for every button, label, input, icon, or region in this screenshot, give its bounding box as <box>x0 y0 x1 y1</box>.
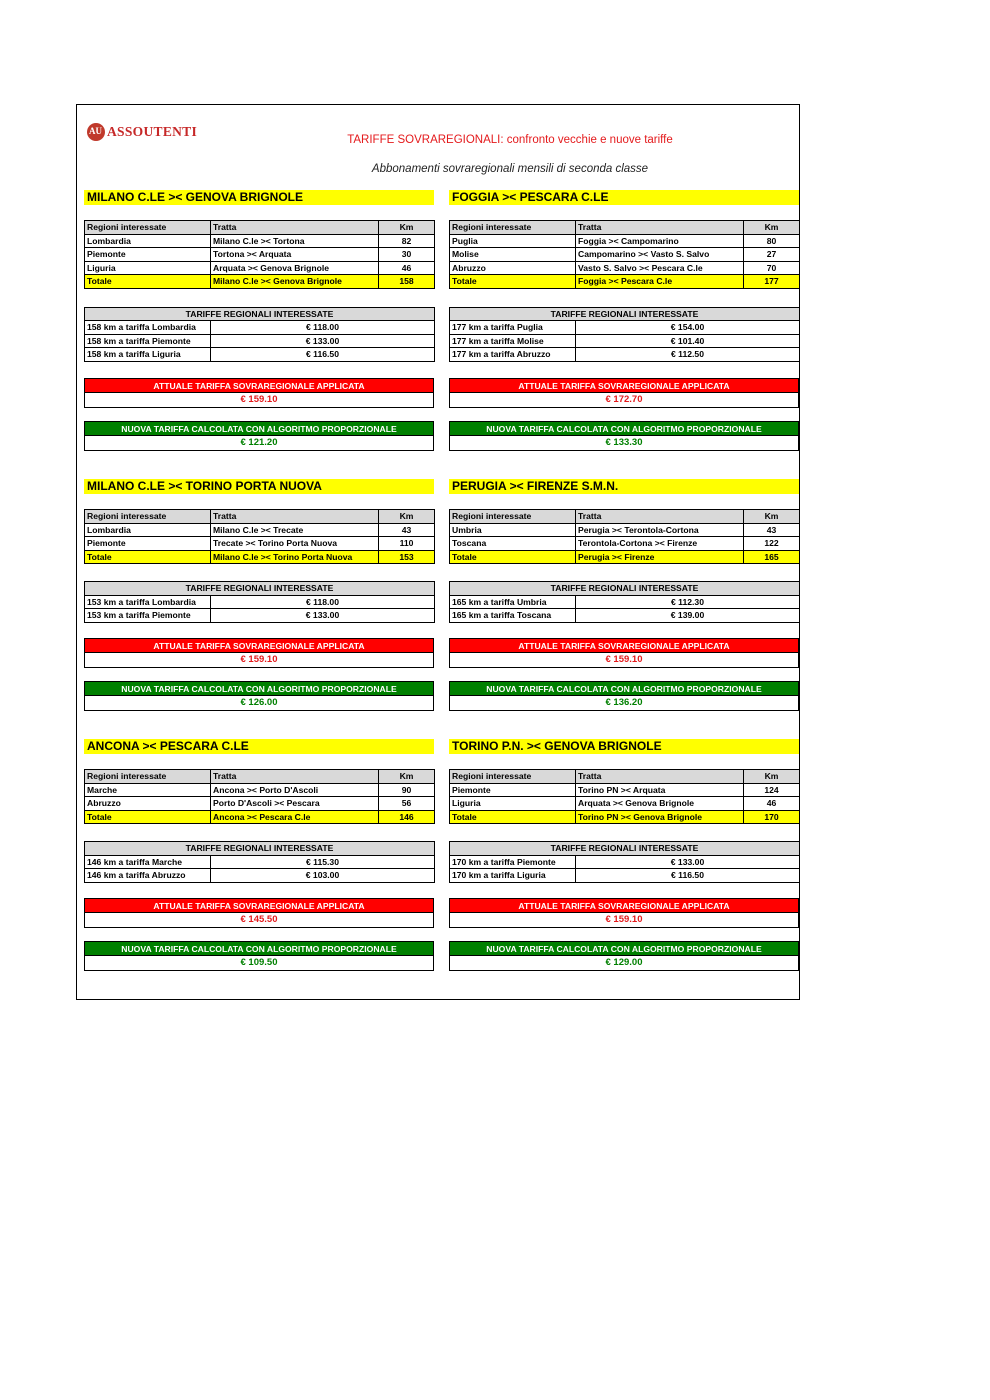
col-km-header: Km <box>744 770 800 784</box>
rate-value: € 103.00 <box>211 869 435 883</box>
new-tariff-label: NUOVA TARIFFA CALCOLATA CON ALGORITMO PROPORZIONALE <box>84 421 434 436</box>
km-cell: 90 <box>379 783 435 797</box>
current-tariff-value: € 159.10 <box>449 653 799 668</box>
route-cell: Perugia >< Terontola-Cortona <box>576 523 744 537</box>
new-tariff-value: € 126.00 <box>84 696 434 711</box>
table-row <box>450 523 800 537</box>
table-row <box>85 537 435 551</box>
region-cell: Piemonte <box>85 248 211 262</box>
km-cell: 124 <box>744 783 800 797</box>
rates-header <box>85 582 435 596</box>
new-tariff-box <box>449 681 799 711</box>
total-row <box>85 275 435 289</box>
region-cell: Marche <box>85 783 211 797</box>
col-route-header: Tratta <box>211 510 379 524</box>
total-route: Milano C.le >< Genova Brignole <box>211 275 379 289</box>
rate-value: € 133.00 <box>576 855 800 869</box>
route-cell: Torino PN >< Arquata <box>576 783 744 797</box>
region-cell: Abruzzo <box>85 797 211 811</box>
route-cell: Terontola-Cortona >< Firenze <box>576 537 744 551</box>
new-tariff-value: € 136.20 <box>449 696 799 711</box>
current-tariff-label: ATTUALE TARIFFA SOVRAREGIONALE APPLICATA <box>449 638 799 653</box>
total-route: Milano C.le >< Torino Porta Nuova <box>211 550 379 564</box>
route-cell: Tortona >< Arquata <box>211 248 379 262</box>
total-km: 158 <box>379 275 435 289</box>
km-cell: 46 <box>379 261 435 275</box>
rate-value: € 139.00 <box>576 609 800 623</box>
new-tariff-box <box>84 681 434 711</box>
region-cell: Piemonte <box>450 783 576 797</box>
current-tariff-label: ATTUALE TARIFFA SOVRAREGIONALE APPLICATA <box>449 898 799 913</box>
new-tariff-value: € 109.50 <box>84 956 434 971</box>
region-cell: Liguria <box>85 261 211 275</box>
total-row <box>85 550 435 564</box>
table-row <box>85 783 435 797</box>
col-route-header: Tratta <box>576 510 744 524</box>
rates-header-label: TARIFFE REGIONALI INTERESSATE <box>450 842 800 856</box>
table-row <box>85 797 435 811</box>
km-table <box>84 769 435 824</box>
rate-value: € 133.00 <box>211 334 435 348</box>
region-cell: Umbria <box>450 523 576 537</box>
km-table-header <box>85 510 435 524</box>
table-row <box>450 537 800 551</box>
rate-value: € 133.00 <box>211 609 435 623</box>
logo-icon: AU <box>87 123 105 141</box>
table-row <box>450 248 800 262</box>
regional-rates-table <box>84 581 435 623</box>
rate-label: 158 km a tariffa Lombardia <box>85 321 211 335</box>
regional-rates-table <box>449 841 800 883</box>
current-tariff-label: ATTUALE TARIFFA SOVRAREGIONALE APPLICATA <box>84 638 434 653</box>
km-table <box>449 509 800 564</box>
rates-header-label: TARIFFE REGIONALI INTERESSATE <box>85 842 435 856</box>
total-km: 170 <box>744 810 800 824</box>
regional-rates-table <box>449 581 800 623</box>
total-row <box>450 550 800 564</box>
rate-value: € 115.30 <box>211 855 435 869</box>
total-km: 153 <box>379 550 435 564</box>
assoutenti-logo <box>87 121 197 143</box>
region-cell: Abruzzo <box>450 261 576 275</box>
rate-label: 165 km a tariffa Toscana <box>450 609 576 623</box>
route-title: FOGGIA >< PESCARA C.LE <box>449 190 799 205</box>
region-cell: Molise <box>450 248 576 262</box>
current-tariff-label: ATTUALE TARIFFA SOVRAREGIONALE APPLICATA <box>84 378 434 393</box>
km-table-header <box>450 770 800 784</box>
rate-value: € 118.00 <box>211 595 435 609</box>
rate-row <box>85 609 435 623</box>
rate-value: € 116.50 <box>576 869 800 883</box>
current-tariff-value: € 172.70 <box>449 393 799 408</box>
current-tariff-value: € 159.10 <box>84 653 434 668</box>
route-cell: Trecate >< Torino Porta Nuova <box>211 537 379 551</box>
region-cell: Liguria <box>450 797 576 811</box>
rate-row <box>450 595 800 609</box>
total-label: Totale <box>450 275 576 289</box>
current-tariff-label: ATTUALE TARIFFA SOVRAREGIONALE APPLICATA <box>84 898 434 913</box>
rate-value: € 118.00 <box>211 321 435 335</box>
rate-label: 158 km a tariffa Liguria <box>85 348 211 362</box>
total-label: Totale <box>85 550 211 564</box>
col-route-header: Tratta <box>211 770 379 784</box>
rate-label: 146 km a tariffa Abruzzo <box>85 869 211 883</box>
current-tariff-label: ATTUALE TARIFFA SOVRAREGIONALE APPLICATA <box>449 378 799 393</box>
col-km-header: Km <box>379 221 435 235</box>
col-region-header: Regioni interessate <box>450 770 576 784</box>
rate-label: 170 km a tariffa Piemonte <box>450 855 576 869</box>
region-cell: Lombardia <box>85 234 211 248</box>
table-row <box>450 797 800 811</box>
route-title: ANCONA >< PESCARA C.LE <box>84 739 434 754</box>
route-title: TORINO P.N. >< GENOVA BRIGNOLE <box>449 739 799 754</box>
rate-label: 165 km a tariffa Umbria <box>450 595 576 609</box>
document-subtitle: Abbonamenti sovraregionali mensili di seconda classe <box>371 163 649 175</box>
col-km-header: Km <box>744 510 800 524</box>
regional-rates-table <box>84 307 435 362</box>
rate-label: 170 km a tariffa Liguria <box>450 869 576 883</box>
km-cell: 43 <box>379 523 435 537</box>
total-route: Ancona >< Pescara C.le <box>211 810 379 824</box>
km-cell: 46 <box>744 797 800 811</box>
table-row <box>85 261 435 275</box>
rates-header <box>450 307 800 321</box>
table-row <box>450 261 800 275</box>
new-tariff-label: NUOVA TARIFFA CALCOLATA CON ALGORITMO PROPORZIONALE <box>449 421 799 436</box>
rate-row <box>450 334 800 348</box>
table-row <box>85 248 435 262</box>
rate-label: 177 km a tariffa Abruzzo <box>450 348 576 362</box>
current-tariff-box <box>449 898 799 928</box>
km-table-header <box>85 770 435 784</box>
km-cell: 80 <box>744 234 800 248</box>
new-tariff-box <box>449 421 799 451</box>
new-tariff-box <box>449 941 799 971</box>
new-tariff-label: NUOVA TARIFFA CALCOLATA CON ALGORITMO PROPORZIONALE <box>449 681 799 696</box>
current-tariff-box <box>449 638 799 668</box>
rate-row <box>85 869 435 883</box>
km-table-header <box>85 221 435 235</box>
region-cell: Puglia <box>450 234 576 248</box>
rate-row <box>450 855 800 869</box>
rates-header <box>450 582 800 596</box>
document-title: TARIFFE SOVRAREGIONALI: confronto vecchie e nuove tariffe <box>347 134 673 146</box>
rate-row <box>450 869 800 883</box>
km-table-header <box>450 221 800 235</box>
route-cell: Porto D'Ascoli >< Pescara <box>211 797 379 811</box>
current-tariff-value: € 159.10 <box>84 393 434 408</box>
col-route-header: Tratta <box>211 221 379 235</box>
rate-row <box>85 855 435 869</box>
rate-value: € 154.00 <box>576 321 800 335</box>
route-cell: Arquata >< Genova Brignole <box>211 261 379 275</box>
km-table-header <box>450 510 800 524</box>
km-table <box>449 769 800 824</box>
rates-header-label: TARIFFE REGIONALI INTERESSATE <box>85 307 435 321</box>
rate-label: 146 km a tariffa Marche <box>85 855 211 869</box>
route-title: MILANO C.LE >< GENOVA BRIGNOLE <box>84 190 434 205</box>
rates-header <box>450 842 800 856</box>
new-tariff-value: € 129.00 <box>449 956 799 971</box>
rate-row <box>85 321 435 335</box>
new-tariff-label: NUOVA TARIFFA CALCOLATA CON ALGORITMO PROPORZIONALE <box>84 941 434 956</box>
table-row <box>85 234 435 248</box>
col-region-header: Regioni interessate <box>450 510 576 524</box>
current-tariff-box <box>84 638 434 668</box>
col-km-header: Km <box>744 221 800 235</box>
rate-value: € 101.40 <box>576 334 800 348</box>
route-cell: Milano C.le >< Tortona <box>211 234 379 248</box>
route-title: PERUGIA >< FIRENZE S.M.N. <box>449 479 799 494</box>
km-cell: 70 <box>744 261 800 275</box>
table-row <box>450 783 800 797</box>
rate-value: € 112.30 <box>576 595 800 609</box>
rate-label: 158 km a tariffa Piemonte <box>85 334 211 348</box>
rate-row <box>85 348 435 362</box>
rates-header <box>85 842 435 856</box>
total-label: Totale <box>85 275 211 289</box>
logo-text: ASSOUTENTI <box>107 124 198 139</box>
rate-value: € 116.50 <box>211 348 435 362</box>
km-cell: 27 <box>744 248 800 262</box>
current-tariff-box <box>449 378 799 408</box>
table-row <box>85 523 435 537</box>
km-cell: 56 <box>379 797 435 811</box>
total-km: 177 <box>744 275 800 289</box>
km-table <box>84 220 435 289</box>
table-row <box>450 234 800 248</box>
total-km: 165 <box>744 550 800 564</box>
km-cell: 122 <box>744 537 800 551</box>
new-tariff-value: € 121.20 <box>84 436 434 451</box>
total-km: 146 <box>379 810 435 824</box>
regional-rates-table <box>84 841 435 883</box>
rates-header-label: TARIFFE REGIONALI INTERESSATE <box>450 582 800 596</box>
rate-label: 153 km a tariffa Lombardia <box>85 595 211 609</box>
current-tariff-box <box>84 378 434 408</box>
route-cell: Foggia >< Campomarino <box>576 234 744 248</box>
rate-label: 177 km a tariffa Puglia <box>450 321 576 335</box>
region-cell: Lombardia <box>85 523 211 537</box>
rates-header-label: TARIFFE REGIONALI INTERESSATE <box>85 582 435 596</box>
route-cell: Campomarino >< Vasto S. Salvo <box>576 248 744 262</box>
km-table <box>449 220 800 289</box>
col-route-header: Tratta <box>576 221 744 235</box>
rate-row <box>450 348 800 362</box>
current-tariff-value: € 145.50 <box>84 913 434 928</box>
col-km-header: Km <box>379 770 435 784</box>
route-title: MILANO C.LE >< TORINO PORTA NUOVA <box>84 479 434 494</box>
new-tariff-label: NUOVA TARIFFA CALCOLATA CON ALGORITMO PROPORZIONALE <box>449 941 799 956</box>
total-label: Totale <box>450 810 576 824</box>
current-tariff-box <box>84 898 434 928</box>
new-tariff-box <box>84 421 434 451</box>
col-region-header: Regioni interessate <box>85 510 211 524</box>
route-cell: Milano C.le >< Trecate <box>211 523 379 537</box>
route-cell: Ancona >< Porto D'Ascoli <box>211 783 379 797</box>
km-cell: 30 <box>379 248 435 262</box>
col-region-header: Regioni interessate <box>85 770 211 784</box>
col-route-header: Tratta <box>576 770 744 784</box>
current-tariff-value: € 159.10 <box>449 913 799 928</box>
route-cell: Arquata >< Genova Brignole <box>576 797 744 811</box>
col-km-header: Km <box>379 510 435 524</box>
col-region-header: Regioni interessate <box>450 221 576 235</box>
new-tariff-box <box>84 941 434 971</box>
new-tariff-label: NUOVA TARIFFA CALCOLATA CON ALGORITMO PROPORZIONALE <box>84 681 434 696</box>
total-label: Totale <box>85 810 211 824</box>
rates-header <box>85 307 435 321</box>
col-region-header: Regioni interessate <box>85 221 211 235</box>
rate-row <box>85 334 435 348</box>
total-route: Torino PN >< Genova Brignole <box>576 810 744 824</box>
total-row <box>85 810 435 824</box>
rate-value: € 112.50 <box>576 348 800 362</box>
rate-row <box>450 609 800 623</box>
total-route: Perugia >< Firenze <box>576 550 744 564</box>
total-route: Foggia >< Pescara C.le <box>576 275 744 289</box>
rate-row <box>85 595 435 609</box>
km-cell: 110 <box>379 537 435 551</box>
region-cell: Toscana <box>450 537 576 551</box>
rate-row <box>450 321 800 335</box>
km-cell: 82 <box>379 234 435 248</box>
total-row <box>450 810 800 824</box>
km-table <box>84 509 435 564</box>
region-cell: Piemonte <box>85 537 211 551</box>
rates-header-label: TARIFFE REGIONALI INTERESSATE <box>450 307 800 321</box>
total-row <box>450 275 800 289</box>
route-cell: Vasto S. Salvo >< Pescara C.le <box>576 261 744 275</box>
km-cell: 43 <box>744 523 800 537</box>
new-tariff-value: € 133.30 <box>449 436 799 451</box>
total-label: Totale <box>450 550 576 564</box>
regional-rates-table <box>449 307 800 362</box>
rate-label: 177 km a tariffa Molise <box>450 334 576 348</box>
rate-label: 153 km a tariffa Piemonte <box>85 609 211 623</box>
